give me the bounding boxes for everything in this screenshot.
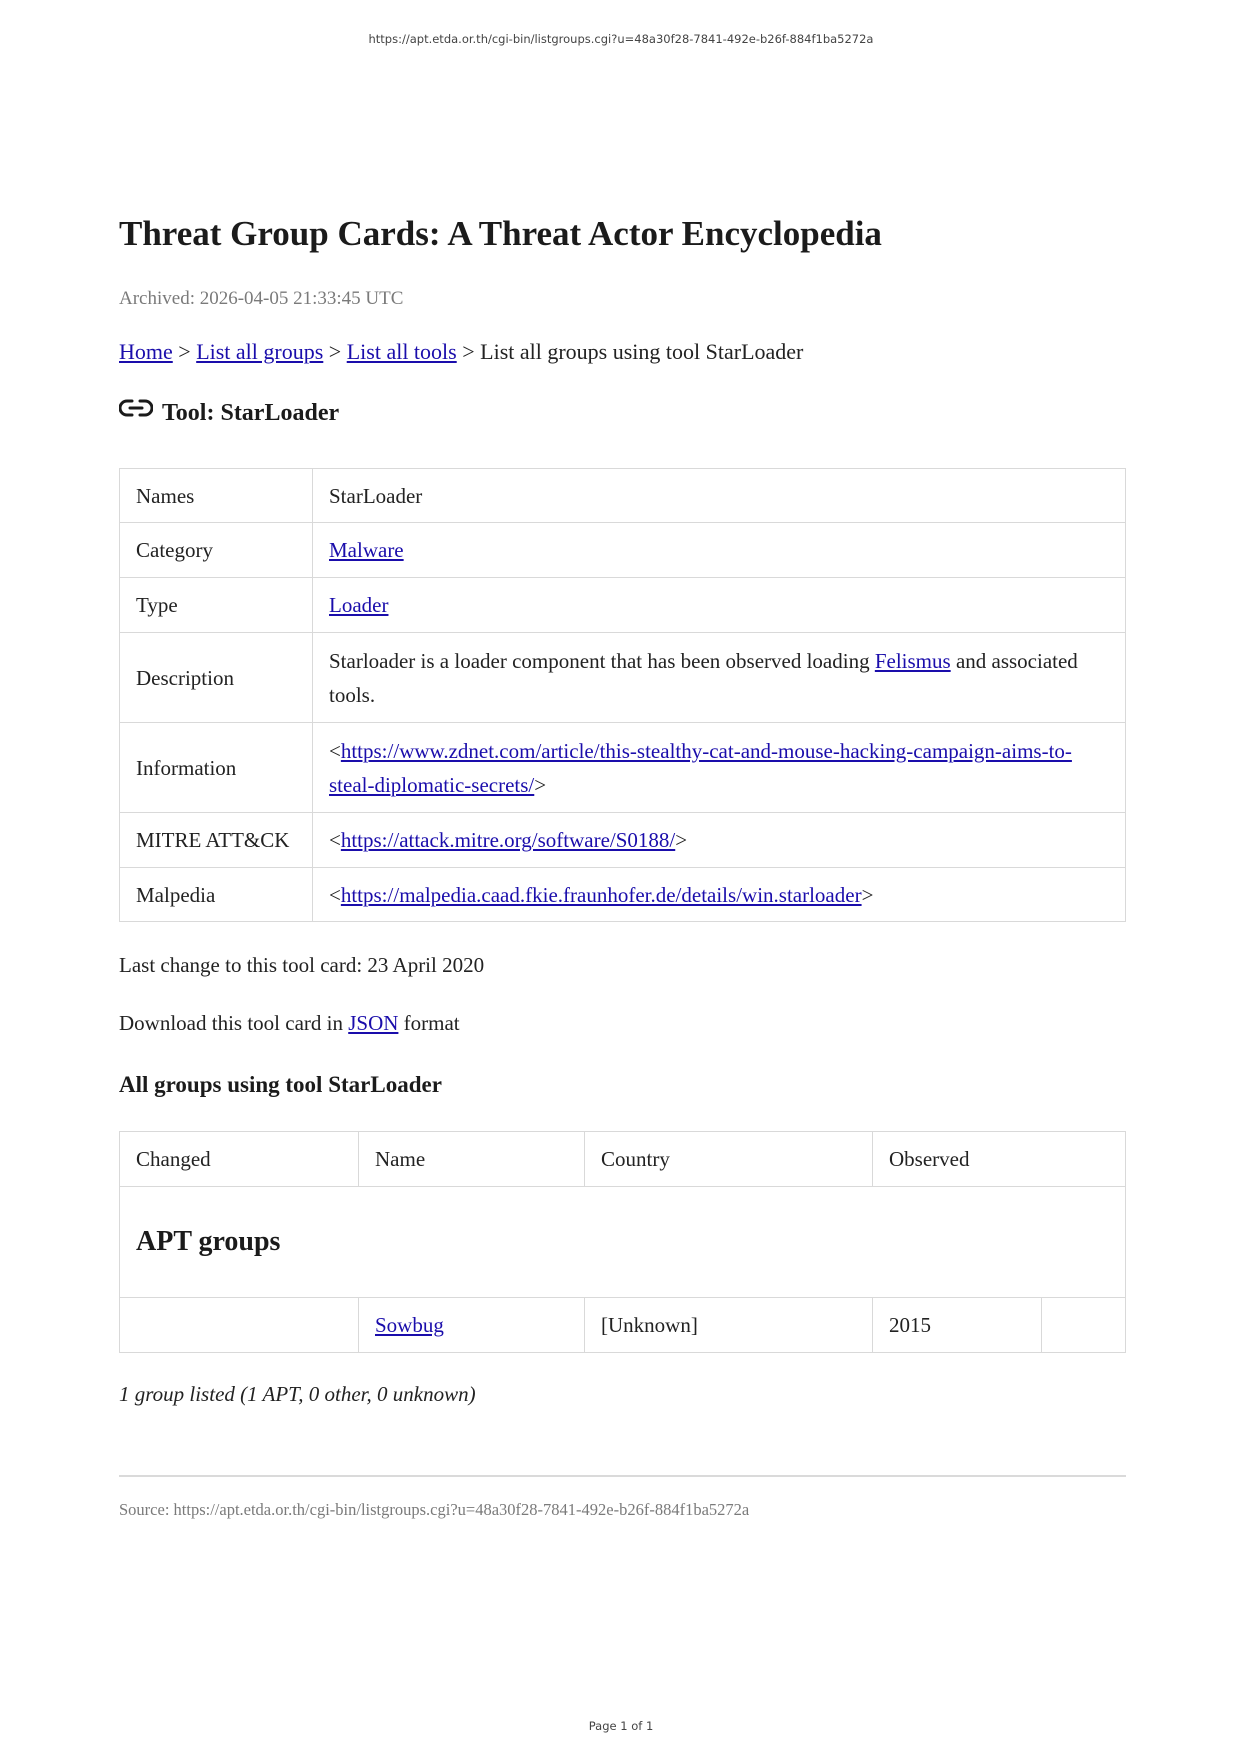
angle-open: < (329, 828, 341, 852)
table-row (120, 868, 1126, 922)
malpedia-link[interactable]: https://malpedia.caad.fkie.fraunhofer.de/details/win.starloader (340, 882, 862, 907)
breadcrumb-list-groups-link[interactable]: List all groups (196, 339, 324, 364)
description-label: Description (120, 633, 313, 723)
cell-empty (1042, 1298, 1126, 1353)
cell-observed: 2015 (873, 1298, 1042, 1353)
breadcrumb-separator: > (462, 339, 475, 364)
breadcrumb-separator: > (328, 339, 342, 364)
divider (119, 1475, 1126, 1477)
table-row (120, 633, 1126, 723)
angle-close: > (534, 772, 547, 797)
angle-close: > (675, 828, 688, 852)
groups-summary: 1 group listed (1 APT, 0 other, 0 unknown) (119, 1382, 476, 1406)
section-title-apt-groups: APT groups (120, 1187, 1126, 1298)
description-cell (313, 633, 1126, 723)
cell-changed (120, 1298, 359, 1353)
download-text-end: format (398, 1011, 460, 1035)
column-header-changed: Changed (120, 1132, 359, 1187)
page-title: Threat Group Cards: A Threat Actor Encyclopedia (119, 214, 882, 253)
malpedia-cell (313, 868, 1126, 922)
mitre-label: MITRE ATT&CK (120, 813, 313, 868)
category-link[interactable]: Malware (329, 538, 404, 562)
information-cell (313, 723, 1126, 813)
download-line (119, 1011, 460, 1036)
category-cell (313, 523, 1126, 578)
table-header-row (120, 1132, 1126, 1187)
tool-heading-text: Tool: StarLoader (162, 400, 340, 426)
breadcrumb-separator: > (178, 339, 191, 364)
angle-open: < (329, 882, 341, 907)
group-link-sowbug[interactable]: Sowbug (375, 1312, 444, 1337)
information-label: Information (120, 723, 313, 813)
cell-country: [Unknown] (585, 1298, 873, 1353)
tool-info-table (119, 468, 1126, 922)
mitre-link[interactable]: https://attack.mitre.org/software/S0188/ (340, 828, 676, 852)
malpedia-label: Malpedia (120, 868, 313, 922)
section-row (120, 1187, 1126, 1298)
download-text: Download this tool card in (119, 1011, 349, 1035)
print-header-url: https://apt.etda.or.th/cgi-bin/listgroups.cgi?u=48a30f28-7841-492e-b26f-884f1ba5272a (368, 32, 874, 46)
breadcrumb-list-tools-link[interactable]: List all tools (346, 339, 457, 364)
names-value: StarLoader (313, 469, 1126, 523)
table-row (120, 813, 1126, 868)
names-label: Names (120, 469, 313, 523)
last-change-text: Last change to this tool card: 23 April 2020 (119, 953, 485, 977)
category-label: Category (120, 523, 313, 578)
breadcrumb-current: List all groups using tool StarLoader (480, 339, 804, 364)
cell-name (359, 1298, 585, 1353)
json-download-link[interactable]: JSON (348, 1011, 399, 1035)
description-text-end: and associated tools. (329, 648, 1078, 707)
tool-heading (119, 400, 339, 427)
angle-close: > (861, 882, 874, 907)
column-header-country: Country (585, 1132, 873, 1187)
mitre-cell (313, 813, 1126, 868)
groups-table (119, 1131, 1126, 1353)
description-text: Starloader is a loader component that has been observed loading (329, 648, 875, 673)
table-row (120, 1298, 1126, 1353)
felismus-link[interactable]: Felismus (874, 648, 951, 673)
breadcrumb-home-link[interactable]: Home (119, 339, 173, 364)
table-row (120, 523, 1126, 578)
type-link[interactable]: Loader (329, 593, 389, 617)
angle-open: < (329, 738, 341, 763)
page-number: Page 1 of 1 (588, 1719, 654, 1733)
table-row (120, 578, 1126, 633)
archived-timestamp: Archived: 2026-04-05 21:33:45 UTC (119, 288, 404, 309)
type-cell (313, 578, 1126, 633)
table-row (120, 723, 1126, 813)
column-header-name: Name (359, 1132, 585, 1187)
link-icon (119, 398, 153, 418)
table-row (120, 469, 1126, 523)
breadcrumb (119, 339, 803, 365)
type-label: Type (120, 578, 313, 633)
source-url: Source: https://apt.etda.or.th/cgi-bin/listgroups.cgi?u=48a30f28-7841-492e-b26f-884f1ba5272a (119, 1500, 750, 1519)
groups-heading: All groups using tool StarLoader (119, 1072, 442, 1097)
information-link[interactable]: https://www.zdnet.com/article/this-stealthy-cat-and-mouse-hacking-campaign-aims-to-steal-diplomatic-secrets/ (329, 738, 1072, 797)
column-header-observed: Observed (873, 1132, 1126, 1187)
